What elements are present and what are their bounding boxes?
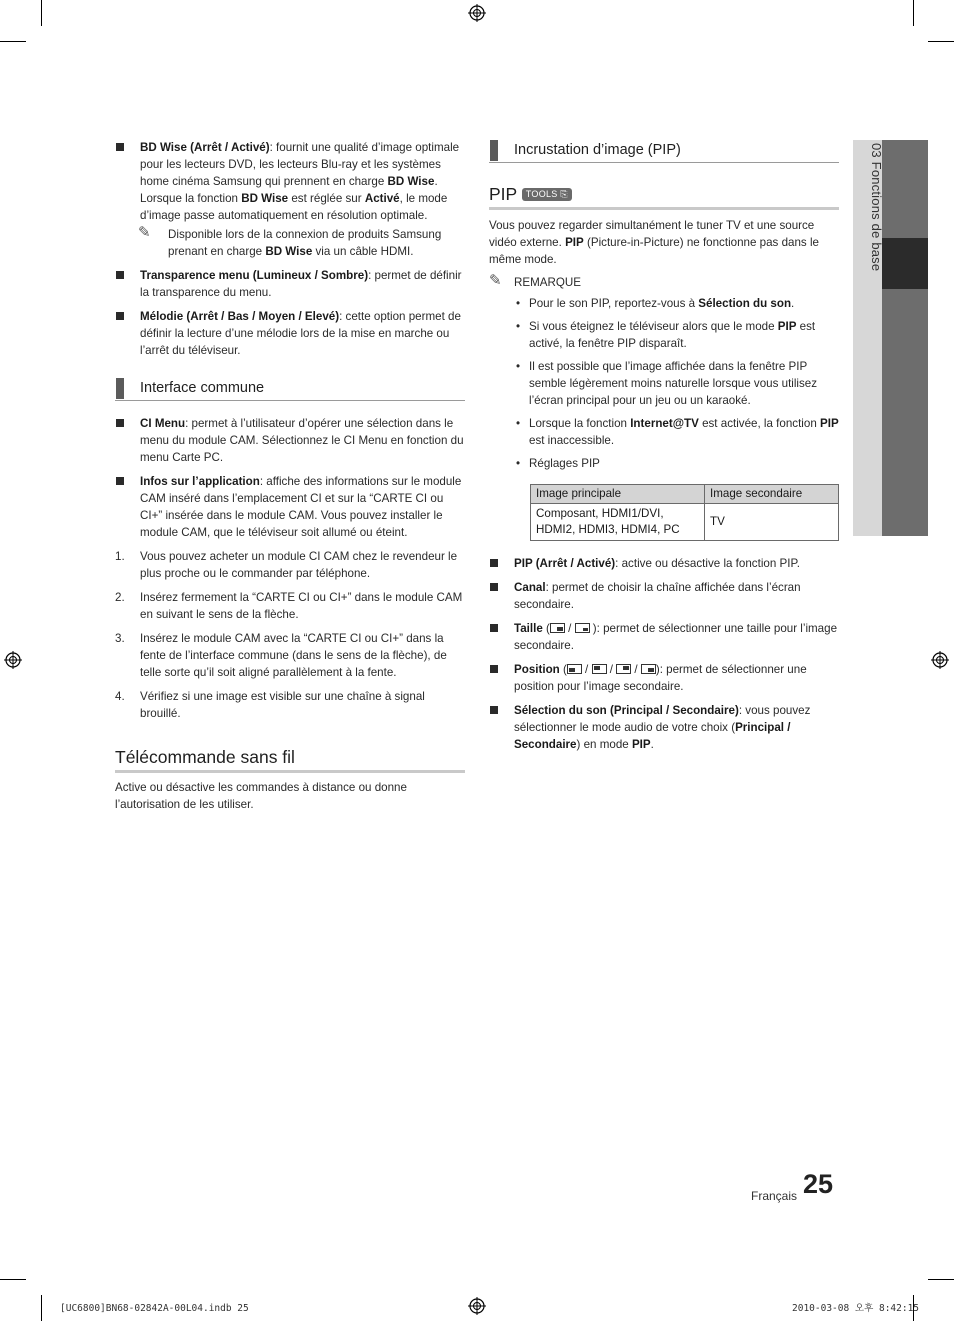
list-item: Transparence menu (Lumineux / Sombre): permet de définir la transparence du menu. <box>115 267 465 301</box>
right-column <box>489 139 839 760</box>
registration-mark-icon <box>931 651 949 669</box>
crop-mark <box>41 0 42 26</box>
note-bullet: • Pour le son PIP, reportez-vous à Sélection du son. <box>516 297 795 310</box>
step-item: 3. Insérez le module CAM avec la “CARTE CI ou CI+” dans la fente de l’interface commune (dans le sens de la flèche), de telle sorte qu’il soit aligné parallèlement à la fente. <box>115 632 447 679</box>
note: ✎ Disponible lors de la connexion de produits Samsung prenant en charge BD Wise via un câble HDMI. <box>138 224 442 258</box>
list-item: CI Menu: permet à l’utilisateur d’opérer une sélection dans le menu du module CAM. Sélectionnez le CI Menu en fonction du menu Carte PC. <box>115 415 465 466</box>
remarque-label: ✎ REMARQUE <box>489 272 581 289</box>
table-header: Image secondaire <box>705 485 839 504</box>
list-item: Canal: permet de choisir la chaîne affichée dans l’écran secondaire. <box>489 579 839 613</box>
registration-mark-icon <box>4 651 22 669</box>
side-tab-marker <box>882 238 928 289</box>
square-bullet-icon <box>490 583 498 591</box>
pip-position-bottom-left-icon <box>567 664 582 674</box>
list-item: Sélection du son (Principal / Secondaire): vous pouvez sélectionner le mode audio de votre choix (Principal / Secondaire) en mode PIP. <box>489 702 839 753</box>
tools-badge: TOOLS ⎘ <box>522 188 572 201</box>
step-item: 2. Insérez fermement la “CARTE CI ou CI+” dans le module CAM en suivant le sens de la flèche. <box>115 591 463 621</box>
square-bullet-icon <box>490 559 498 567</box>
crop-mark <box>41 1295 42 1321</box>
note-bullet: • Si vous éteignez le téléviseur alors que le mode PIP est activé, la fenêtre PIP disparaît. <box>516 320 816 350</box>
note-bullet: • Réglages PIP <box>516 457 600 470</box>
step-item: 1. Vous pouvez acheter un module CI CAM chez le revendeur le plus proche ou le commander par téléphone. <box>115 550 458 580</box>
crop-mark <box>928 41 954 42</box>
page-number: 25 <box>803 1169 834 1199</box>
pip-table-wrap <box>530 484 839 541</box>
table-cell: Composant, HDMI1/DVI, HDMI2, HDMI3, HDMI4, PC <box>531 504 705 541</box>
pip-size-large-icon <box>575 623 590 633</box>
pencil-note-icon: ✎ <box>138 224 151 241</box>
pip-position-top-left-icon <box>592 664 607 674</box>
footer-language: Français <box>751 1189 798 1203</box>
table-header: Image principale <box>531 485 705 504</box>
side-tab-dark <box>882 140 928 536</box>
list-item: Position ( / / / ): permet de sélectionner une position pour l’image secondaire. <box>489 661 839 695</box>
square-bullet-icon <box>116 419 124 427</box>
square-bullet-icon <box>490 624 498 632</box>
crop-mark <box>928 1279 954 1280</box>
table-row <box>531 504 839 541</box>
crop-mark <box>913 0 914 26</box>
print-slug-right: 2010-03-08 오후 8:42:15 <box>792 1303 920 1314</box>
section-title-interface-commune: Interface commune <box>115 377 465 401</box>
table-cell: TV <box>705 504 839 541</box>
crop-mark <box>0 1279 26 1280</box>
square-bullet-icon <box>116 477 124 485</box>
pip-position-bottom-right-icon <box>641 664 656 674</box>
registration-mark-icon <box>468 1297 486 1315</box>
crop-mark <box>0 41 26 42</box>
pip-position-top-right-icon <box>616 664 631 674</box>
table-header-row <box>531 485 839 504</box>
square-bullet-icon <box>116 312 124 320</box>
step-item: 4. Vérifiez si une image est visible sur une chaîne à signal brouillé. <box>115 690 425 720</box>
square-bullet-icon <box>116 271 124 279</box>
side-tab-label: 03 Fonctions de base <box>869 143 884 272</box>
left-column <box>115 139 465 813</box>
list-item: PIP (Arrêt / Activé): active ou désactive la fonction PIP. <box>489 555 839 572</box>
square-bullet-icon <box>116 143 124 151</box>
list-item: BD Wise (Arrêt / Activé): fournit une qualité d’image optimale pour les lecteurs DVD, les lecteurs Blu-ray et les systèmes home cinéma Samsung qui prennent en charge BD Wise. Lorsque la fonction BD Wise est réglée sur Activé, le mode d’image passe automatiquement en résolution optimale. ✎ Disponible lors de la connexion de produits Samsung prenant en charge BD Wise via un câble HDMI. <box>115 139 465 260</box>
pip-size-small-icon <box>550 623 565 633</box>
note-bullet: • Lorsque la fonction Internet@TV est activée, la fonction PIP est inaccessible. <box>516 417 839 447</box>
pip-heading: PIP TOOLS ⎘ <box>489 183 839 210</box>
list-item: Mélodie (Arrêt / Bas / Moyen / Elevé): cette option permet de définir la lecture d’une mélodie lors de la mise en marche ou l’arrêt du téléviseur. <box>115 308 465 359</box>
print-slug-left: [UC6800]BN68-02842A-00L04.indb 25 <box>60 1303 249 1314</box>
square-bullet-icon <box>490 665 498 673</box>
note-bullet: • Il est possible que l’image affichée dans la fenêtre PIP semble légèrement moins naturelle lorsque vous utilisez l’écran principal pour un jeu ou un karaoké. <box>516 360 818 407</box>
section-title-telecommande: Télécommande sans fil <box>115 746 465 773</box>
heading-bar <box>490 140 498 161</box>
square-bullet-icon <box>490 706 498 714</box>
pencil-note-icon: ✎ <box>489 272 502 289</box>
registration-mark-icon <box>468 4 486 22</box>
pip-intro: Vous pouvez regarder simultanément le tuner TV et une source vidéo externe. PIP (Picture-in-Picture) ne fonctionne pas dans le même mode. <box>489 219 819 266</box>
section-text-telecommande: Active ou désactive les commandes à distance ou donne l’autorisation de les utiliser. <box>115 781 407 811</box>
list-item: Taille ( / ): permet de sélectionner une taille pour l’image secondaire. <box>489 620 839 654</box>
list-item: Infos sur l’application: affiche des informations sur le module CAM inséré dans l’emplacement CI et sur la “CARTE CI ou CI+” insérée dans le module CAM. Vous pouvez installer le module CAM, que le téléviseur soit allumé ou éteint. <box>115 473 465 541</box>
heading-bar <box>116 378 124 399</box>
section-title-pip: Incrustation d’image (PIP) <box>489 139 839 163</box>
pip-settings-table <box>530 484 839 541</box>
